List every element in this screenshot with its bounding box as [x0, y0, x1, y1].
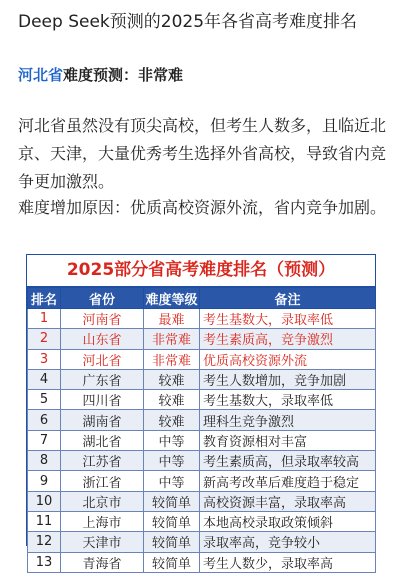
- cell-level: 较简单: [144, 511, 200, 531]
- heading-province: 河北省: [18, 66, 64, 84]
- cell-level: 非常难: [144, 329, 200, 349]
- header-level: 难度等级: [144, 288, 200, 309]
- table-row: [28, 511, 376, 531]
- cell-note: 考生素质高，竞争激烈: [200, 329, 376, 349]
- table-row: [28, 430, 376, 450]
- cell-rank: 4: [28, 369, 61, 389]
- table-body: [28, 309, 376, 573]
- table-row: [28, 532, 376, 552]
- cell-rank: 10: [28, 491, 61, 511]
- cell-note: 理科生竞争激烈: [200, 410, 376, 430]
- table-row: [28, 369, 376, 389]
- header-note: 备注: [200, 288, 376, 309]
- section-heading: [18, 64, 183, 86]
- heading-difficulty: 难度预测：非常难: [63, 66, 184, 84]
- cell-level: 中等: [144, 430, 200, 450]
- header-province: 省份: [61, 288, 144, 309]
- cell-province: 江苏省: [61, 451, 144, 471]
- cell-rank: 6: [28, 410, 61, 430]
- cell-level: 非常难: [144, 349, 200, 369]
- paragraph-cause: 难度增加原因：优质高校资源外流，省内竞争加剧。: [18, 198, 387, 217]
- cell-province: 上海市: [61, 511, 144, 531]
- table-row: [28, 309, 376, 329]
- cell-level: 较简单: [144, 552, 200, 572]
- cell-level: 最难: [144, 309, 200, 329]
- cell-note: 教育资源相对丰富: [200, 430, 376, 450]
- header-rank: 排名: [28, 288, 61, 309]
- cell-level: 较简单: [144, 491, 200, 511]
- cell-note: 考生人数少，录取率高: [200, 552, 376, 572]
- ranking-table: [27, 287, 376, 573]
- cell-note: 高校资源丰富，录取率高: [200, 491, 376, 511]
- table-row: [28, 349, 376, 369]
- table-row: [28, 329, 376, 349]
- cell-province: 湖北省: [61, 430, 144, 450]
- cell-province: 山东省: [61, 329, 144, 349]
- cell-note: 本地高校录取政策倾斜: [200, 511, 376, 531]
- cell-province: 河北省: [61, 349, 144, 369]
- paragraph-reason: 河北省虽然没有顶尖高校，但考生人数多，且临近北京、天津，大量优秀考生选择外省高校，导致省内竞争更加激烈。: [18, 116, 387, 191]
- cell-note: 新高考改革后难度趋于稳定: [200, 471, 376, 491]
- cell-level: 较难: [144, 410, 200, 430]
- cell-province: 北京市: [61, 491, 144, 511]
- cell-level: 较难: [144, 390, 200, 410]
- cell-note: 录取率高，竞争较小: [200, 532, 376, 552]
- cell-note: 优质高校资源外流: [200, 349, 376, 369]
- cell-level: 较难: [144, 369, 200, 389]
- cell-level: 中等: [144, 451, 200, 471]
- cell-rank: 12: [28, 532, 61, 552]
- table-row: [28, 390, 376, 410]
- table-row: [28, 471, 376, 491]
- cell-note: 考生基数大，录取率低: [200, 309, 376, 329]
- cell-rank: 7: [28, 430, 61, 450]
- cell-rank: 5: [28, 390, 61, 410]
- cell-rank: 2: [28, 329, 61, 349]
- cell-rank: 1: [28, 309, 61, 329]
- cell-province: 湖南省: [61, 410, 144, 430]
- table-row: [28, 491, 376, 511]
- page-title: Deep Seek预测的2025年各省高考难度排名: [18, 12, 358, 32]
- cell-province: 青海省: [61, 552, 144, 572]
- cell-level: 较简单: [144, 532, 200, 552]
- cell-rank: 13: [28, 552, 61, 572]
- cell-province: 河南省: [61, 309, 144, 329]
- cell-province: 天津市: [61, 532, 144, 552]
- table-title: 2025部分省高考难度排名（预测）: [27, 255, 375, 287]
- table-row: [28, 410, 376, 430]
- cell-level: 中等: [144, 471, 200, 491]
- cell-province: 四川省: [61, 390, 144, 410]
- cell-note: 考生素质高，但录取率较高: [200, 451, 376, 471]
- table-row: [28, 552, 376, 572]
- table-header-row: [28, 288, 376, 309]
- cell-rank: 8: [28, 451, 61, 471]
- cell-note: 考生人数增加，竞争加剧: [200, 369, 376, 389]
- cell-province: 广东省: [61, 369, 144, 389]
- cell-rank: 9: [28, 471, 61, 491]
- cell-note: 考生基数大，录取率低: [200, 390, 376, 410]
- cell-rank: 3: [28, 349, 61, 369]
- cell-rank: 11: [28, 511, 61, 531]
- cell-province: 浙江省: [61, 471, 144, 491]
- ranking-table-image[interactable]: [26, 254, 376, 572]
- table-row: [28, 451, 376, 471]
